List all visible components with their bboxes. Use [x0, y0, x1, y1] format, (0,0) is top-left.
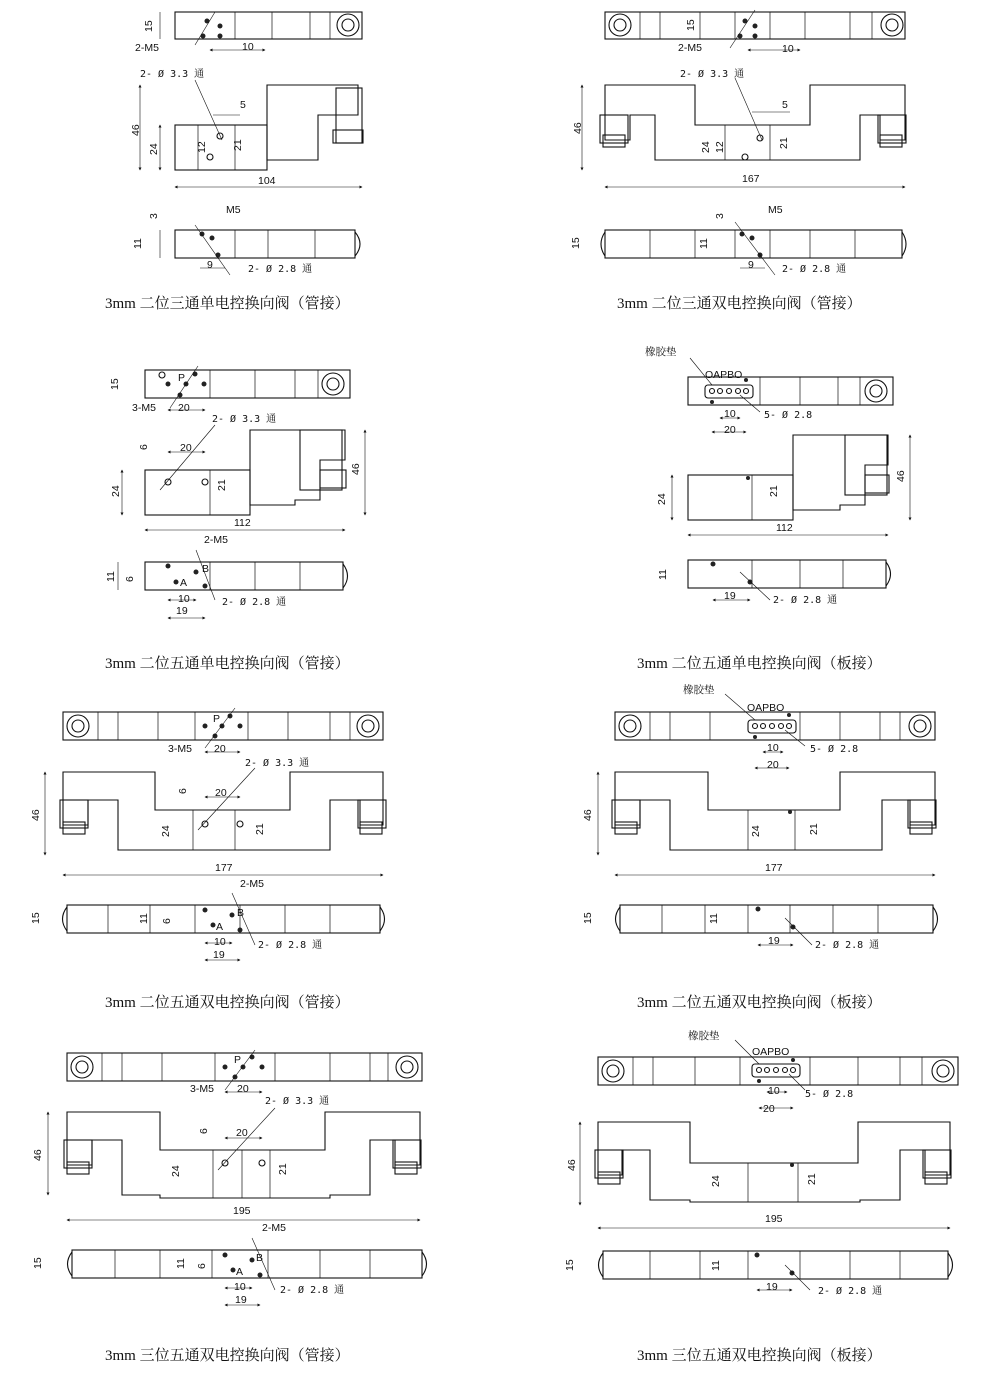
dim-11: 11	[132, 238, 144, 249]
dim-11: 11	[138, 913, 150, 924]
dim-10: 10	[234, 1281, 246, 1293]
dim-11: 11	[710, 1260, 722, 1271]
port-a: A	[216, 921, 224, 933]
dim-24: 24	[170, 1165, 182, 1177]
front-view	[672, 435, 910, 535]
dim-5: 5	[782, 99, 788, 111]
label-2-m5: 2-M5	[135, 42, 159, 54]
dim-15: 15	[582, 912, 594, 924]
label-hole-28: 2- Ø 2.8 通	[773, 595, 838, 606]
dim-21: 21	[254, 823, 266, 835]
port-b: B	[237, 907, 245, 919]
dim-11: 11	[105, 571, 117, 582]
diagram-3	[105, 366, 365, 672]
dim-19: 19	[724, 590, 736, 602]
dim-24: 24	[148, 143, 160, 155]
dim-21: 21	[768, 485, 780, 497]
port-b: B	[256, 1252, 264, 1264]
label-2-m5: 2-M5	[204, 534, 228, 546]
dim-6b: 6	[196, 1263, 208, 1269]
dim-10: 10	[782, 43, 794, 55]
dim-21: 21	[778, 137, 790, 149]
label-hole-28: 2- Ø 2.8 通	[782, 264, 847, 275]
dim-15b: 15	[570, 237, 582, 249]
label-2-m5: 2-M5	[262, 1222, 286, 1234]
dim-6: 6	[177, 788, 189, 794]
diagram-5	[30, 708, 386, 1011]
caption: 3mm 三位五通双电控换向阀（管接）	[105, 1348, 350, 1364]
dim-20: 20	[180, 442, 192, 454]
dim-21: 21	[808, 823, 820, 835]
label-hole-528: 5- Ø 2.8	[764, 410, 813, 421]
dim-10: 10	[178, 593, 190, 605]
dim-15: 15	[109, 378, 121, 390]
dim-167: 167	[742, 173, 760, 185]
dim-11: 11	[708, 913, 720, 924]
dim-46: 46	[130, 124, 142, 136]
side-view	[68, 1238, 427, 1305]
top-view	[145, 366, 350, 410]
label-3-m5: 3-M5	[190, 1083, 214, 1095]
dim-20: 20	[767, 759, 779, 771]
dim-10: 10	[767, 742, 779, 754]
port-p: P	[234, 1054, 242, 1066]
dim-177: 177	[765, 862, 783, 874]
dim-20: 20	[236, 1127, 248, 1139]
dim-21: 21	[277, 1163, 289, 1175]
dim-10: 10	[724, 408, 736, 420]
port-a: A	[236, 1266, 244, 1278]
dim-15: 15	[30, 912, 42, 924]
port-b: B	[202, 563, 210, 575]
dim-104: 104	[258, 175, 276, 187]
label-2-m5: 2-M5	[240, 878, 264, 890]
front-view	[582, 78, 906, 187]
dim-15: 15	[143, 20, 155, 32]
dim-10: 10	[214, 936, 226, 948]
dim-46: 46	[566, 1159, 578, 1171]
label-m5: M5	[226, 204, 241, 216]
dim-20a: 20	[178, 402, 190, 414]
dim-12: 12	[196, 141, 208, 153]
front-view	[45, 768, 386, 875]
label-m5: M5	[768, 204, 783, 216]
dim-19: 19	[235, 1294, 247, 1306]
diagram-8	[564, 1029, 958, 1364]
caption: 3mm 二位五通单电控换向阀（板接）	[637, 656, 882, 672]
dim-46: 46	[895, 470, 907, 482]
dim-11: 11	[698, 238, 710, 249]
dim-10: 10	[768, 1085, 780, 1097]
side-view	[688, 560, 891, 600]
dim-12: 12	[714, 141, 726, 153]
diagram-1	[105, 12, 363, 312]
dim-21: 21	[232, 139, 244, 151]
dim-46: 46	[30, 809, 42, 821]
front-view	[140, 80, 363, 187]
dim-11: 11	[657, 569, 669, 580]
label-hole-33: 2- Ø 3.3 通	[140, 69, 205, 80]
diagram-4	[637, 345, 910, 672]
dim-15: 15	[32, 1257, 44, 1269]
dim-11: 11	[175, 1258, 187, 1269]
dim-195: 195	[765, 1213, 783, 1225]
label-ports: OAPBO	[705, 369, 743, 381]
dim-24: 24	[710, 1175, 722, 1187]
caption: 3mm 二位三通单电控换向阀（管接）	[105, 296, 350, 312]
label-3-m5: 3-M5	[168, 743, 192, 755]
label-hole-28: 2- Ø 2.8 通	[815, 940, 880, 951]
dim-15: 15	[685, 19, 697, 31]
dim-6b: 6	[161, 918, 173, 924]
top-view	[605, 10, 905, 50]
dim-9: 9	[748, 259, 754, 271]
dim-5: 5	[240, 99, 246, 111]
label-hole-33: 2- Ø 3.3 通	[680, 69, 745, 80]
dim-195: 195	[233, 1205, 251, 1217]
caption: 3mm 二位五通双电控换向阀（板接）	[637, 995, 882, 1011]
dim-24: 24	[700, 141, 712, 153]
port-p: P	[178, 372, 186, 384]
dim-21: 21	[216, 479, 228, 491]
dim-46: 46	[350, 463, 362, 475]
label-hole-28: 2- Ø 2.8 通	[258, 940, 323, 951]
dim-24: 24	[160, 825, 172, 837]
label-hole-28: 2- Ø 2.8 通	[818, 1286, 883, 1297]
dim-20: 20	[763, 1103, 775, 1115]
dim-46: 46	[572, 122, 584, 134]
diagram-2	[570, 10, 906, 312]
caption: 3mm 二位五通单电控换向阀（管接）	[105, 656, 350, 672]
caption: 3mm 二位三通双电控换向阀（管接）	[617, 296, 862, 312]
dim-19: 19	[768, 935, 780, 947]
dim-19: 19	[176, 605, 188, 617]
label-hole-28: 2- Ø 2.8 通	[280, 1285, 345, 1296]
dim-6b: 6	[124, 576, 136, 582]
port-p: P	[213, 713, 221, 725]
dim-15: 15	[564, 1259, 576, 1271]
front-view	[598, 772, 936, 875]
dim-19: 19	[213, 949, 225, 961]
dim-20a: 20	[237, 1083, 249, 1095]
diagram-7	[32, 1050, 427, 1364]
dim-9: 9	[207, 259, 213, 271]
dim-177: 177	[215, 862, 233, 874]
label-rubber: 橡胶垫	[645, 346, 677, 358]
label-ports: OAPBO	[747, 702, 785, 714]
front-view	[122, 425, 365, 530]
label-rubber: 橡胶垫	[688, 1030, 720, 1042]
dim-24: 24	[110, 485, 122, 497]
label-ports: OAPBO	[752, 1046, 790, 1058]
label-hole-33: 2- Ø 3.3 通	[265, 1096, 330, 1107]
dim-21: 21	[806, 1173, 818, 1185]
caption: 3mm 二位五通双电控换向阀（管接）	[105, 995, 350, 1011]
label-hole-528: 5- Ø 2.8	[810, 744, 859, 755]
dim-3: 3	[148, 213, 160, 219]
dim-46: 46	[582, 809, 594, 821]
dim-10: 10	[242, 41, 254, 53]
label-rubber: 橡胶垫	[683, 684, 715, 696]
dim-3: 3	[714, 213, 726, 219]
label-hole-28: 2- Ø 2.8 通	[248, 264, 313, 275]
dim-46: 46	[32, 1149, 44, 1161]
port-a: A	[180, 577, 188, 589]
dim-24: 24	[656, 493, 668, 505]
dim-24: 24	[750, 825, 762, 837]
dim-6: 6	[138, 444, 150, 450]
label-hole-528: 5- Ø 2.8	[805, 1089, 854, 1100]
dim-112: 112	[776, 522, 793, 534]
caption: 3mm 三位五通双电控换向阀（板接）	[637, 1348, 882, 1364]
dim-20a: 20	[214, 743, 226, 755]
dim-6: 6	[198, 1128, 210, 1134]
label-hole-33: 2- Ø 3.3 通	[245, 758, 310, 769]
label-2-m5: 2-M5	[678, 42, 702, 54]
dim-20: 20	[724, 424, 736, 436]
dim-19: 19	[766, 1281, 778, 1293]
label-3-m5: 3-M5	[132, 402, 156, 414]
dim-112: 112	[234, 517, 251, 529]
front-view	[48, 1108, 421, 1220]
label-hole-28: 2- Ø 2.8 通	[222, 597, 287, 608]
label-hole-33: 2- Ø 3.3 通	[212, 414, 277, 425]
top-view	[160, 12, 362, 50]
diagram-6	[582, 683, 938, 1011]
dim-20: 20	[215, 787, 227, 799]
